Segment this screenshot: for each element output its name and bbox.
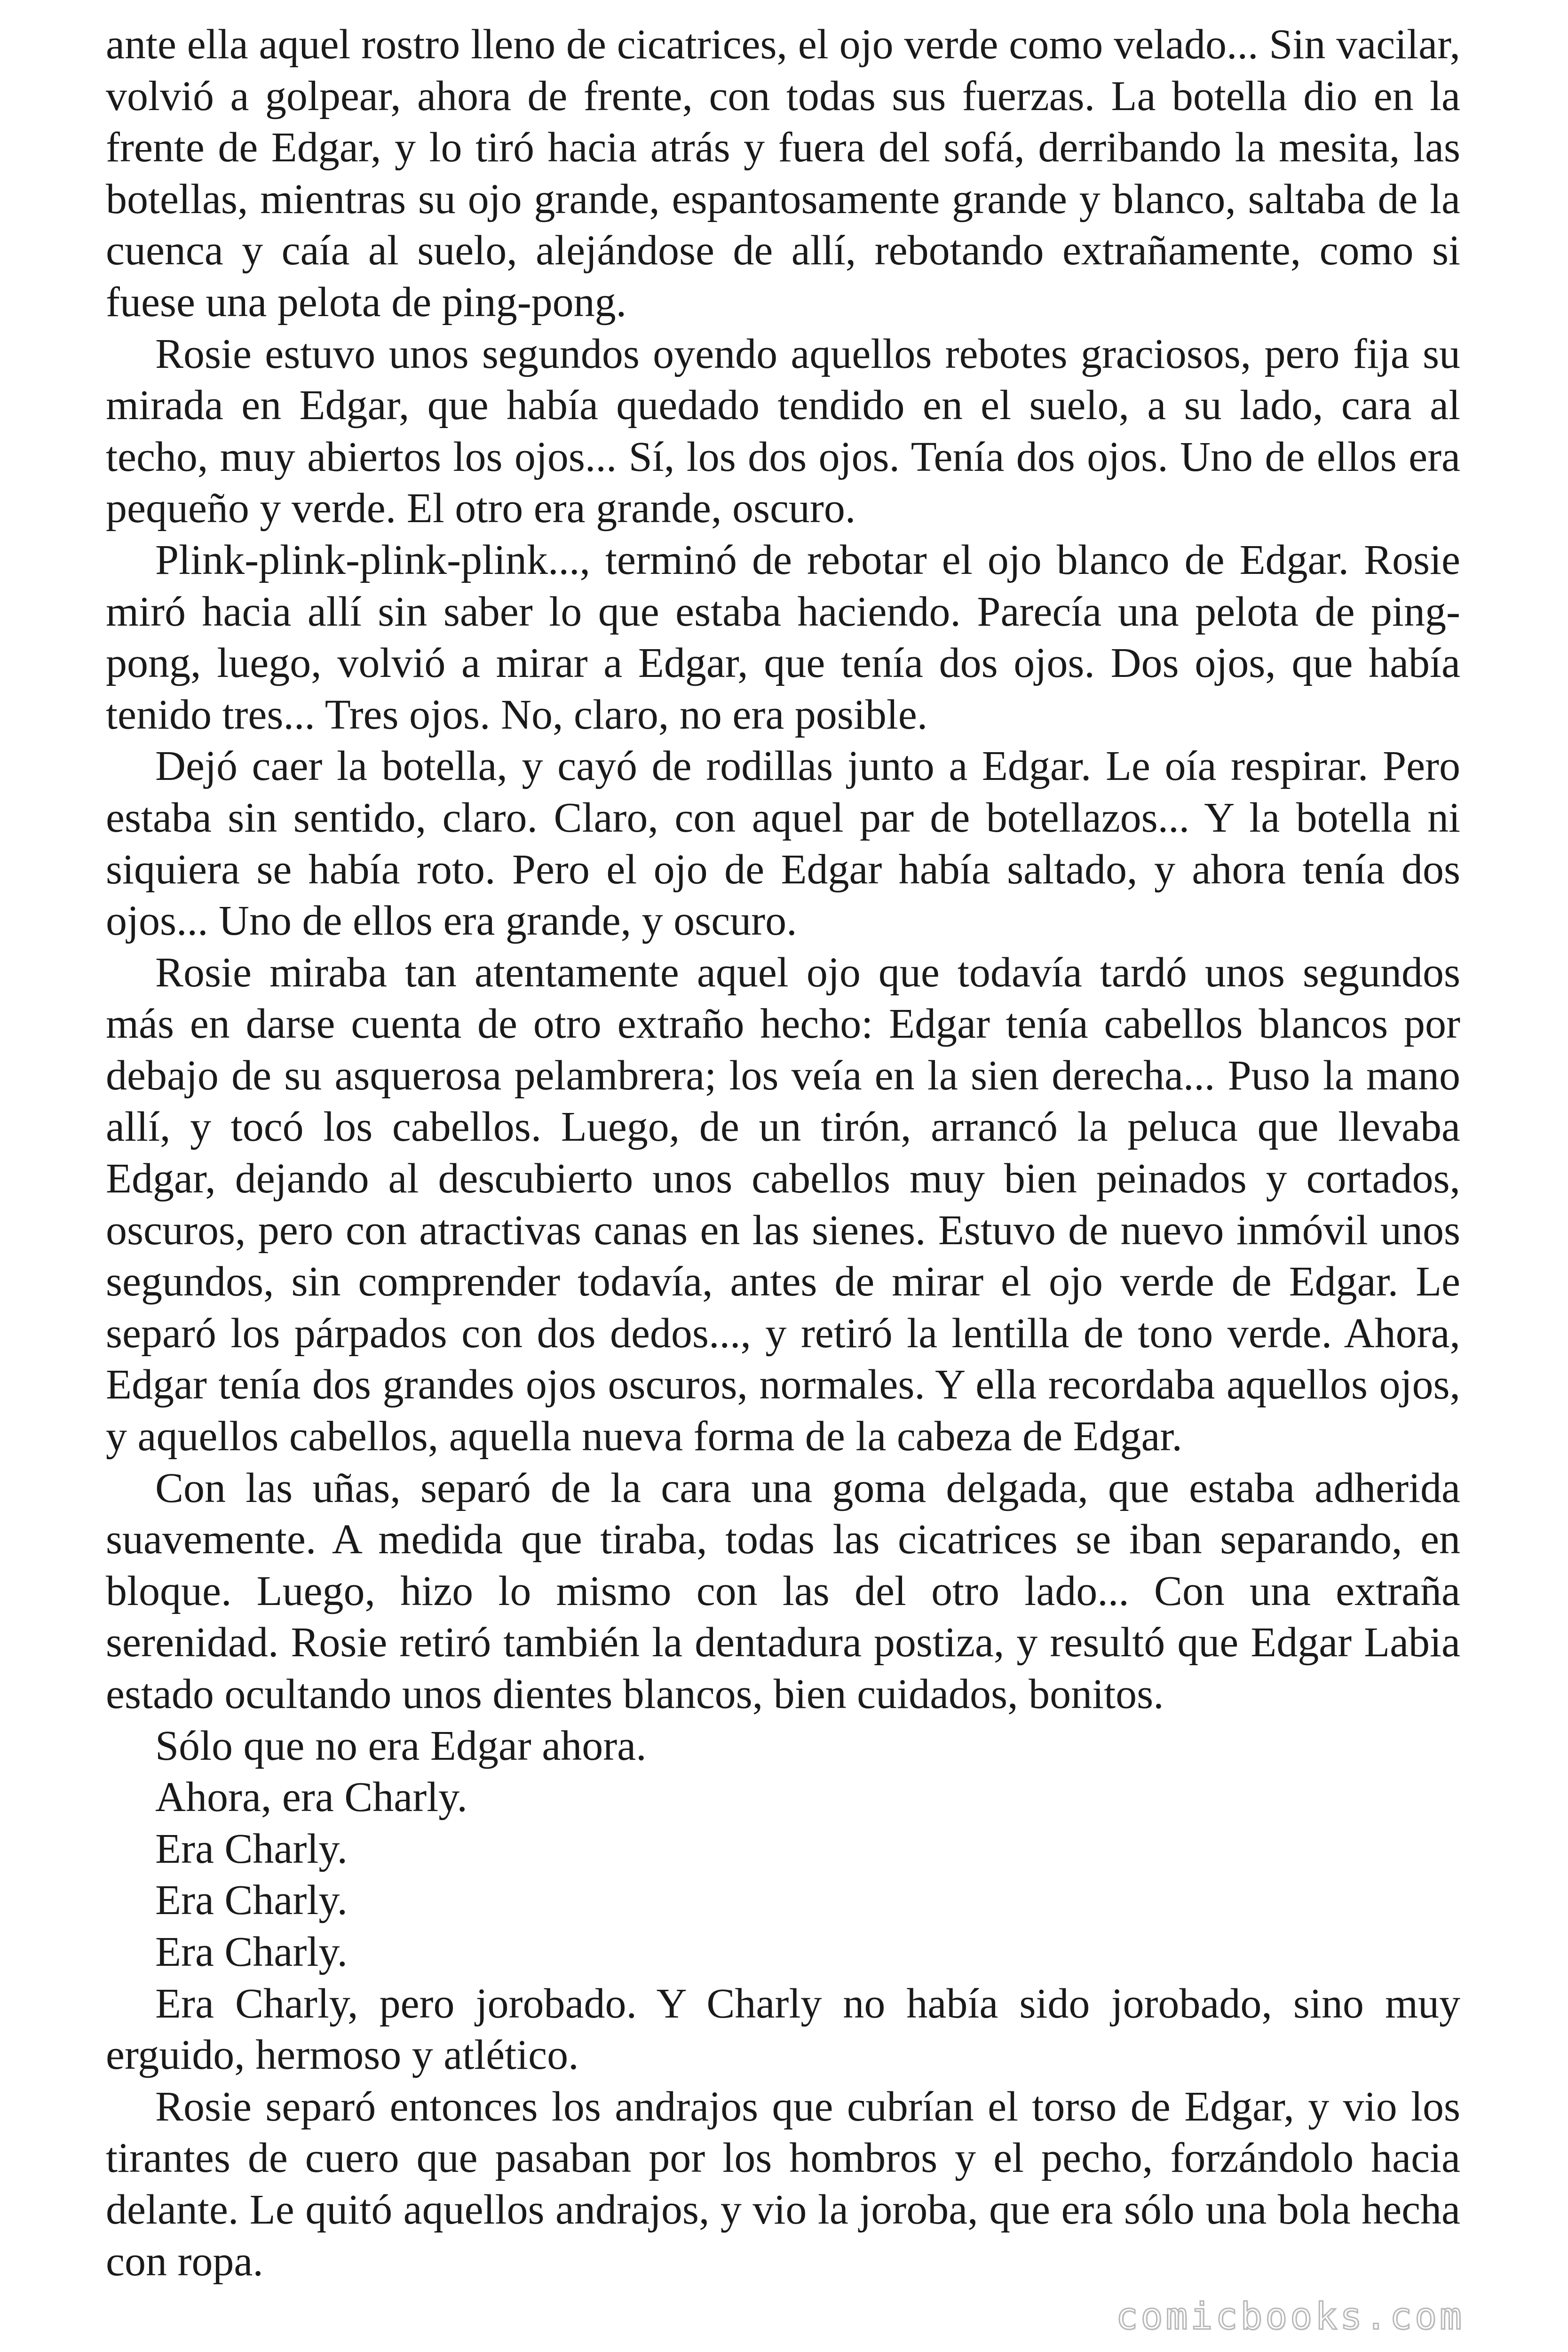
paragraph: Era Charly. (155, 1928, 348, 1975)
paragraph: Era Charly. (155, 1825, 348, 1872)
paragraph: Rosie separó entonces los andrajos que cubrían el torso de Edgar, y vio los tirantes de cuero que pasaban por los hombros y el pecho, forzándolo hacia delante. Le quitó aquellos andrajos, y vio la joroba, que era sólo una bola hecha con ropa. (106, 2083, 1460, 2285)
paragraph: Era Charly, pero jorobado. Y Charly no había sido jorobado, sino muy erguido, hermoso y atlético. (106, 1980, 1460, 2079)
paragraph: Plink-plink-plink-plink..., terminó de rebotar el ojo blanco de Edgar. Rosie miró hacia allí sin saber lo que estaba haciendo. Parecía una pelota de ping-pong, luego, volvió a mirar a Edgar, que tenía dos ojos. Dos ojos, que había tenido tres... Tres ojos. No, claro, no era posible. (106, 536, 1460, 738)
paragraph: Sólo que no era Edgar ahora. (155, 1722, 647, 1769)
paragraph: Rosie miraba tan atentamente aquel ojo que todavía tardó unos segundos más en darse cuenta de otro extraño hecho: Edgar tenía cabellos blancos por debajo de su asquerosa pelambrera; los veía en la sien derecha... Puso la mano allí, y tocó los cabellos. Luego, de un tirón, arrancó la peluca que llevaba Edgar, dejando al descubierto unos cabellos muy bien peinados y cortados, oscuros, pero con atractivas canas en las sienes. Estuvo de nuevo inmóvil unos segundos, sin comprender todavía, antes de mirar el ojo verde de Edgar. Le separó los párpados con dos dedos..., y retiró la lentilla de tono verde. Ahora, Edgar tenía dos grandes ojos oscuros, normales. Y ella recordaba aquellos ojos, y aquellos cabellos, aquella nueva forma de la cabeza de Edgar. (106, 949, 1460, 1460)
paragraph: Rosie estuvo unos segundos oyendo aquellos rebotes graciosos, pero fija su mirada en Edgar, que había quedado tendido en el suelo, a su lado, cara al techo, muy abiertos los ojos... Sí, los dos ojos. Tenía dos ojos. Uno de ellos era pequeño y verde. El otro era grande, oscuro. (106, 330, 1460, 532)
paragraph: Dejó caer la botella, y cayó de rodillas junto a Edgar. Le oía respirar. Pero estaba sin sentido, claro. Claro, con aquel par de botellazos... Y la botella ni siquiera se había roto. Pero el ojo de Edgar había saltado, y ahora tenía dos ojos... Uno de ellos era grande, y oscuro. (106, 743, 1460, 945)
watermark: comicbooks.com (1116, 2296, 1465, 2338)
page-body (106, 19, 1460, 2287)
paragraph: ante ella aquel rostro lleno de cicatrices, el ojo verde como velado... Sin vacilar, volvió a golpear, ahora de frente, con todas sus fuerzas. La botella dio en la frente de Edgar, y lo tiró hacia atrás y fuera del sofá, derribando la mesita, las botellas, mientras su ojo grande, espantosamente grande y blanco, saltaba de la cuenca y caía al suelo, alejándose de allí, rebotando extrañamente, como si fuese una pelota de ping-pong. (106, 21, 1460, 326)
paragraph: Era Charly. (155, 1877, 348, 1924)
paragraph: Con las uñas, separó de la cara una goma delgada, que estaba adherida suavemente. A medida que tiraba, todas las cicatrices se iban separando, en bloque. Luego, hizo lo mismo con las del otro lado... Con una extraña serenidad. Rosie retiró también la dentadura postiza, y resultó que Edgar Labia estado ocultando unos dientes blancos, bien cuidados, bonitos. (106, 1464, 1460, 1717)
paragraph: Ahora, era Charly. (155, 1774, 467, 1821)
